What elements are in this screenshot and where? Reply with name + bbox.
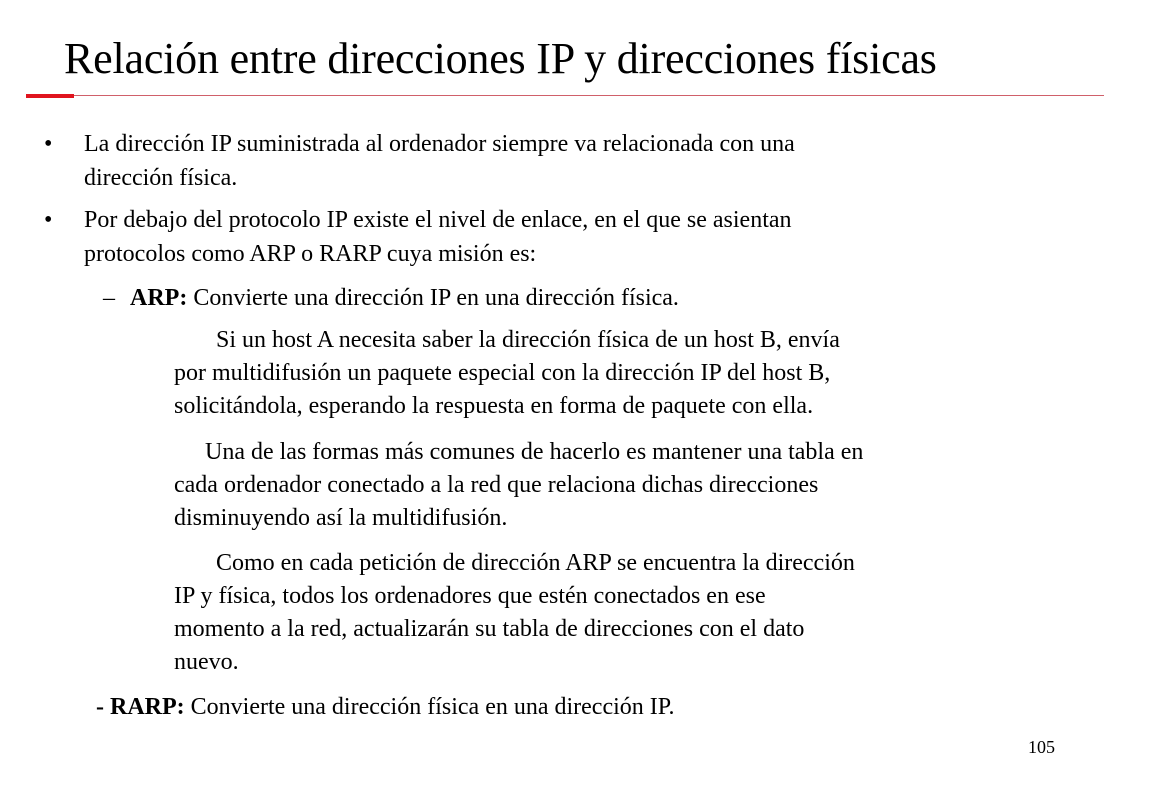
bullet-symbol: • bbox=[44, 131, 53, 157]
arp-paragraph-2-line-2: cada ordenador conectado a la red que relaciona dichas direcciones bbox=[174, 472, 819, 498]
bullet-2-line-1: Por debajo del protocolo IP existe el nivel de enlace, en el que se asientan bbox=[84, 207, 792, 233]
rarp-label: - RARP: bbox=[96, 694, 185, 720]
arp-paragraph-3-line-1: Como en cada petición de dirección ARP se encuentra la dirección bbox=[216, 550, 855, 576]
arp-definition bbox=[130, 283, 679, 313]
arp-paragraph-3-line-4: nuevo. bbox=[174, 649, 239, 675]
bullet-1-line-2: dirección física. bbox=[84, 165, 238, 191]
page-number: 105 bbox=[1028, 737, 1055, 757]
slide-title: Relación entre direcciones IP y direcciones físicas bbox=[64, 34, 937, 83]
arp-paragraph-1-line-1: Si un host A necesita saber la dirección física de un host B, envía bbox=[216, 327, 840, 353]
bullet-1-line-1: La dirección IP suministrada al ordenador siempre va relacionada con una bbox=[84, 131, 795, 157]
title-underline-rule bbox=[74, 95, 1104, 96]
bullet-symbol: • bbox=[44, 207, 53, 233]
title-accent-rule bbox=[26, 94, 74, 98]
sub-bullet-dash: – bbox=[103, 285, 115, 311]
arp-paragraph-2-line-1: Una de las formas más comunes de hacerlo es mantener una tabla en bbox=[205, 439, 864, 465]
arp-paragraph-1-line-2: por multidifusión un paquete especial con la dirección IP del host B, bbox=[174, 360, 831, 386]
bullet-2-line-2: protocolos como ARP o RARP cuya misión es: bbox=[84, 241, 537, 267]
arp-paragraph-3-line-3: momento a la red, actualizarán su tabla de direcciones con el dato bbox=[174, 616, 805, 642]
arp-paragraph-2-line-3: disminuyendo así la multidifusión. bbox=[174, 505, 508, 531]
arp-text: Convierte una dirección IP en una dirección física. bbox=[187, 285, 679, 311]
rarp-text: Convierte una dirección física en una dirección IP. bbox=[184, 694, 675, 720]
arp-paragraph-3-line-2: IP y física, todos los ordenadores que estén conectados en ese bbox=[174, 583, 766, 609]
rarp-definition bbox=[96, 692, 674, 722]
arp-label: ARP: bbox=[130, 285, 188, 311]
arp-paragraph-1-line-3: solicitándola, esperando la respuesta en forma de paquete con ella. bbox=[174, 393, 814, 419]
